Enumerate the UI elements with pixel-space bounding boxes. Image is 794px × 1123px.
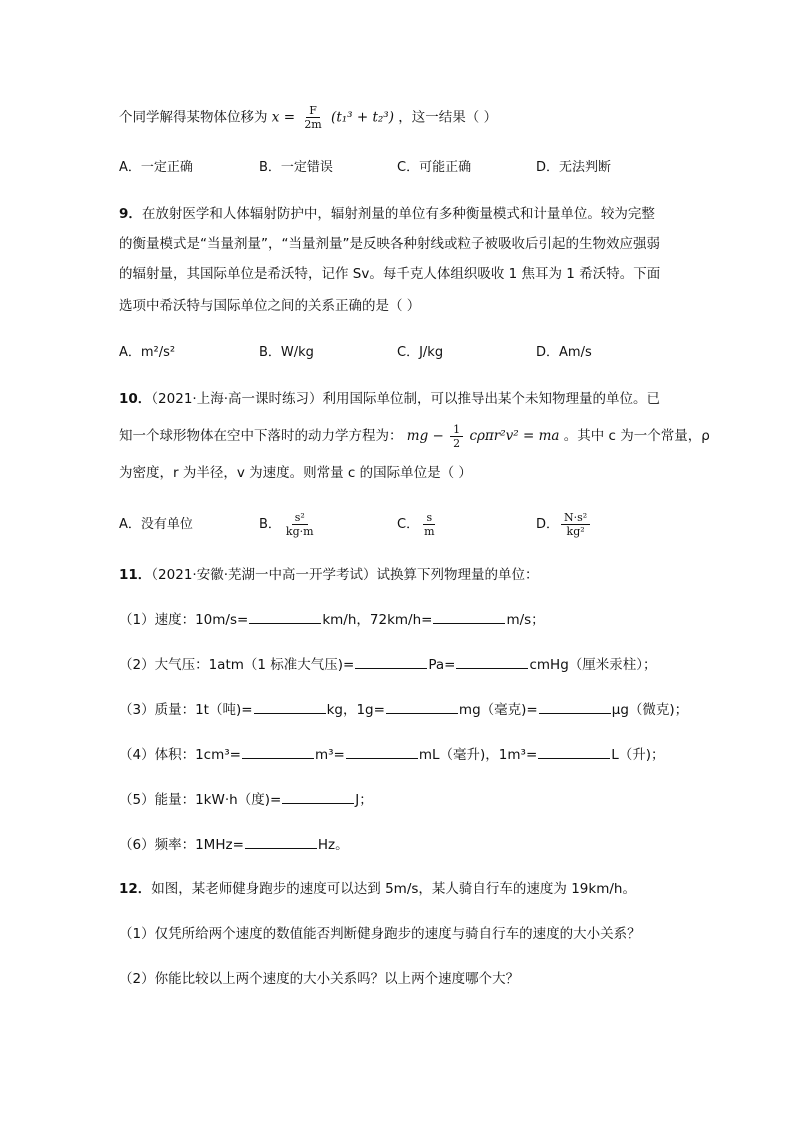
q12-line-intro [119,879,636,899]
q10-eq-half [450,423,463,450]
q8-options [119,154,679,182]
q10-option-d[interactable] [536,508,592,542]
q8-frac-den: 2m [304,118,322,131]
q11-item-4 [119,744,665,765]
q9-options [119,339,679,367]
answer-blank[interactable] [456,654,528,669]
q8-fraction [301,104,324,131]
q11-item-6 [119,834,349,855]
q11-item-2 [119,654,657,675]
q8-option-d[interactable]: D．无法判断 [536,160,612,175]
q11-i5-text-1: （5）能量：1kW·h（度)= [119,792,282,808]
q11-number: 11． [119,567,152,583]
q9-line-3: 的辐射量，其国际单位是希沃特，记作 Sv。每千克人体组织吸收 1 焦耳为 1 希沃特。下面 [119,266,661,282]
q10-option-d-num: N·s² [561,511,590,525]
q8-frac-num: F [306,104,320,118]
q12-sub-1: （1）仅凭所给两个速度的数值能否判断健身跑步的速度与骑自行车的速度的大小关系？ [119,926,641,942]
q10-option-c[interactable] [397,508,440,542]
q10-text-2: 知一个球形物体在空中下落时的动力学方程为： [119,428,403,444]
q11-i3-text-2: kg，1g= [326,702,385,718]
q11-i2-text-1: （2）大气压：1atm（1 标准大气压)= [119,657,355,673]
q11-i4-text-2: m³= [314,747,345,763]
answer-blank[interactable] [539,699,611,714]
q9-line-4: 选项中希沃特与国际单位之间的关系正确的是（ ） [119,298,421,314]
q10-option-b[interactable] [259,508,319,542]
q10-option-d-frac [561,511,590,538]
q11-intro: （2021·安徽·芜湖一中高一开学考试）试换算下列物理量的单位： [151,567,539,583]
q10-number: 10． [119,391,152,407]
q10-option-c-den: m [424,525,435,538]
q11-i1-text-2: km/h，72km/h= [322,612,433,628]
answer-blank[interactable] [386,699,458,714]
q10-eq-b: cρπr²v² = ma [469,428,560,444]
q11-i5-text-2: J； [355,792,373,808]
q11-i4-text-3: mL（毫升)，1m³= [418,747,538,763]
q11-item-1 [119,609,545,630]
q10-option-c-frac [421,511,437,538]
q9-text-1: 在放射医学和人体辐射防护中，辐射剂量的单位有多种衡量模式和计量单位。较为完整 [141,206,655,222]
q8-option-c[interactable]: C．可能正确 [397,160,472,175]
q8-prefix: 个同学解得某物体位移为 [119,109,268,126]
q10-option-c-num: s [423,511,435,525]
q11-i4-text-1: （4）体积：1cm³= [119,747,241,763]
answer-blank[interactable] [282,789,354,804]
q10-text-2-suffix: 。其中 c 为一个常量，ρ [563,428,710,444]
q8-suffix: ，这一结果（ ） [398,109,498,126]
q9-option-b[interactable]: B．W/kg [259,345,314,360]
q11-line-intro [119,565,539,585]
answer-blank[interactable] [249,609,321,624]
q12-sub-2: （2）你能比较以上两个速度的大小关系吗？以上两个速度哪个大？ [119,971,520,987]
q10-half-den: 2 [453,436,461,450]
q10-options [119,508,679,542]
q10-option-a[interactable]: A．没有单位 [119,517,193,532]
q10-option-b-label: B． [259,517,281,532]
q10-eq-a: mg − [406,428,444,444]
q10-half-num: 1 [450,423,463,437]
q10-option-c-label: C． [397,517,420,532]
answer-blank[interactable] [242,744,314,759]
q8-formula-lhs: x = [271,109,296,126]
answer-blank[interactable] [355,654,427,669]
answer-blank[interactable] [245,834,317,849]
q11-i3-text-4: μg（微克)； [611,702,689,718]
q9-line-1 [119,204,655,224]
q11-i6-text-1: （6）频率：1MHz= [119,837,244,853]
q8-line [119,104,497,131]
q10-line-3: 为密度，r 为半径，v 为速度。则常量 c 的国际单位是（ ） [119,465,472,481]
q11-i3-text-3: mg（毫克)= [458,702,538,718]
q10-text-1: （2021·上海·高一课时练习）利用国际单位制，可以推导出某个未知物理量的单位。已 [151,391,660,407]
q9-line-2: 的衡量模式是“当量剂量”，“当量剂量”是反映各种射线或粒子被吸收后引起的生物效应强弱 [119,236,660,252]
q11-i3-text-1: （3）质量：1t（吨)= [119,702,253,718]
q11-i4-text-4: L（升)； [611,747,665,763]
q8-paren: (t₁³ + t₂³) [331,109,394,126]
q10-option-b-num: s² [292,511,308,525]
answer-blank[interactable] [433,609,505,624]
q11-item-3 [119,699,688,720]
q10-line-2 [119,422,710,450]
q8-option-b[interactable]: B．一定错误 [259,160,333,175]
q10-option-b-den: kg·m [285,525,314,538]
q12-number: 12． [119,881,152,897]
q10-option-d-label: D． [536,517,560,532]
q8-option-a[interactable]: A．一定正确 [119,160,193,175]
q11-i6-text-2: Hz。 [317,837,349,853]
q9-number: 9． [119,206,142,222]
q11-i1-text-1: （1）速度：10m/s= [119,612,249,628]
q11-i1-text-3: m/s； [506,612,545,628]
q9-option-a[interactable]: A．m²/s² [119,345,176,360]
answer-blank[interactable] [254,699,326,714]
q10-option-b-frac [283,511,317,538]
q10-line-1 [119,389,660,409]
q12-intro: 如图，某老师健身跑步的速度可以达到 5m/s，某人骑自行车的速度为 19km/h。 [151,881,636,897]
q10-option-d-den: kg² [566,525,585,538]
q11-i2-text-2: Pa= [428,657,456,673]
q9-option-d[interactable]: D．Am/s [536,345,592,360]
q11-i2-text-3: cmHg（厘米汞柱）； [529,657,657,673]
q11-item-5 [119,789,373,810]
answer-blank[interactable] [346,744,418,759]
answer-blank[interactable] [538,744,610,759]
q9-option-c[interactable]: C．J/kg [397,345,444,360]
